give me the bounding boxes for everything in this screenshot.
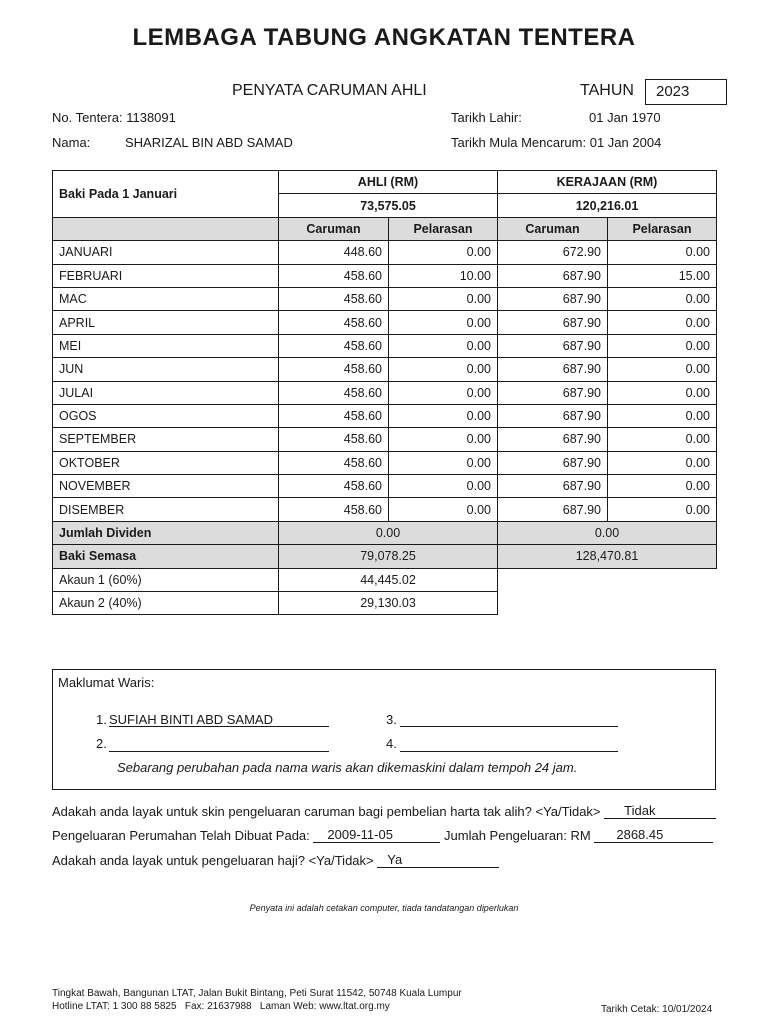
kerajaan-pelarasan-value: 0.00 [608, 428, 717, 451]
subheader-blank [53, 217, 279, 240]
kerajaan-pelarasan-value: 0.00 [608, 311, 717, 334]
ahli-pelarasan-value: 0.00 [389, 498, 498, 521]
question-housing-withdrawal [52, 827, 713, 843]
current-balance-ahli: 79,078.25 [279, 545, 498, 568]
question-2b-text: Jumlah Pengeluaran: RM [444, 828, 591, 843]
question-3-text: Adakah anda layak untuk pengeluaran haji? <Ya/Tidak> [52, 853, 374, 868]
month-name: SEPTEMBER [53, 428, 279, 451]
kerajaan-pelarasan-value: 0.00 [608, 475, 717, 498]
ahli-pelarasan-header: Pelarasan [389, 217, 498, 240]
header-row [53, 171, 717, 194]
ahli-opening-balance: 73,575.05 [279, 194, 498, 217]
kerajaan-caruman-value: 687.90 [498, 475, 608, 498]
beneficiary-4-number: 4. [386, 736, 397, 751]
ahli-pelarasan-value: 0.00 [389, 358, 498, 381]
account2-label: Akaun 2 (40%) [53, 592, 279, 615]
kerajaan-caruman-value: 687.90 [498, 498, 608, 521]
service-number [52, 110, 176, 125]
account2-row [53, 592, 717, 615]
month-name: MEI [53, 334, 279, 357]
ahli-caruman-header: Caruman [279, 217, 389, 240]
kerajaan-header: KERAJAAN (RM) [498, 171, 717, 194]
dividend-label: Jumlah Dividen [53, 521, 279, 544]
month-name: APRIL [53, 311, 279, 334]
dividend-row [53, 521, 717, 544]
kerajaan-caruman-value: 687.90 [498, 451, 608, 474]
name-label: Nama: [52, 135, 91, 150]
question-1-text: Adakah anda layak untuk skin pengeluaran caruman bagi pembelian harta tak alih? <Ya/Tidak> [52, 804, 601, 819]
question-property-withdrawal [52, 803, 716, 819]
year-label: TAHUN [580, 82, 634, 99]
ahli-header: AHLI (RM) [279, 171, 498, 194]
document-title: LEMBAGA TABUNG ANGKATAN TENTERA [132, 24, 636, 51]
ahli-caruman-value: 458.60 [279, 264, 389, 287]
month-name: MAC [53, 287, 279, 310]
ahli-pelarasan-value: 0.00 [389, 381, 498, 404]
beneficiary-1-name: SUFIAH BINTI ABD SAMAD [109, 712, 329, 727]
beneficiary-title: Maklumat Waris: [58, 675, 155, 690]
current-balance-kerajaan: 128,470.81 [498, 545, 717, 568]
ahli-pelarasan-value: 0.00 [389, 311, 498, 334]
kerajaan-caruman-value: 687.90 [498, 311, 608, 334]
month-row [53, 404, 717, 427]
month-name: OGOS [53, 404, 279, 427]
month-row [53, 358, 717, 381]
kerajaan-caruman-header: Caruman [498, 217, 608, 240]
ahli-caruman-value: 458.60 [279, 381, 389, 404]
question-hajj-withdrawal [52, 852, 499, 868]
month-row [53, 381, 717, 404]
kerajaan-pelarasan-value: 0.00 [608, 334, 717, 357]
beneficiary-4-name [400, 737, 618, 752]
ahli-pelarasan-value: 0.00 [389, 287, 498, 310]
month-name: DISEMBER [53, 498, 279, 521]
kerajaan-pelarasan-header: Pelarasan [608, 217, 717, 240]
kerajaan-caruman-value: 687.90 [498, 404, 608, 427]
ahli-pelarasan-value: 0.00 [389, 334, 498, 357]
current-balance-label: Baki Semasa [53, 545, 279, 568]
kerajaan-caruman-value: 687.90 [498, 264, 608, 287]
kerajaan-opening-balance: 120,216.01 [498, 194, 717, 217]
question-3-answer: Ya [377, 852, 499, 868]
beneficiary-1-number: 1. [96, 712, 107, 727]
ahli-caruman-value: 458.60 [279, 404, 389, 427]
dividend-ahli: 0.00 [279, 521, 498, 544]
ahli-pelarasan-value: 0.00 [389, 451, 498, 474]
year-value-box: 2023 [645, 79, 727, 105]
start-date-value: 01 Jan 2004 [589, 135, 662, 150]
footer-contact: Hotline LTAT: 1 300 88 5825 Fax: 21637988 Laman Web: www.ltat.org.my [52, 1001, 390, 1012]
month-name: NOVEMBER [53, 475, 279, 498]
beneficiary-2-name [109, 737, 329, 752]
contribution-table [52, 170, 717, 615]
kerajaan-caruman-value: 672.90 [498, 241, 608, 264]
month-row [53, 451, 717, 474]
computer-generated-note: Penyata ini adalah cetakan computer, tiada tandatangan diperlukan [249, 903, 519, 913]
beneficiary-3-name [400, 712, 618, 727]
birth-date-value: 01 Jan 1970 [589, 110, 661, 125]
start-date [451, 135, 661, 150]
question-2-answer: 2009-11-05 [313, 827, 440, 843]
kerajaan-pelarasan-value: 0.00 [608, 498, 717, 521]
beneficiary-2-number: 2. [96, 736, 107, 751]
kerajaan-pelarasan-value: 15.00 [608, 264, 717, 287]
account2-blank [498, 592, 717, 615]
ahli-caruman-value: 448.60 [279, 241, 389, 264]
kerajaan-caruman-value: 687.90 [498, 334, 608, 357]
month-row [53, 241, 717, 264]
ahli-caruman-value: 458.60 [279, 358, 389, 381]
question-1-answer: Tidak [604, 803, 716, 819]
kerajaan-pelarasan-value: 0.00 [608, 451, 717, 474]
dividend-kerajaan: 0.00 [498, 521, 717, 544]
start-date-label: Tarikh Mula Mencarum: [451, 135, 587, 150]
kerajaan-caruman-value: 687.90 [498, 358, 608, 381]
ahli-caruman-value: 458.60 [279, 451, 389, 474]
ahli-pelarasan-value: 0.00 [389, 241, 498, 264]
month-name: JUN [53, 358, 279, 381]
month-name: JULAI [53, 381, 279, 404]
kerajaan-caruman-value: 687.90 [498, 428, 608, 451]
beneficiary-3-number: 3. [386, 712, 397, 727]
ahli-caruman-value: 458.60 [279, 498, 389, 521]
account1-label: Akaun 1 (60%) [53, 568, 279, 591]
month-name: JANUARI [53, 241, 279, 264]
service-number-label: No. Tentera: [52, 110, 123, 125]
month-row [53, 498, 717, 521]
account2-value: 29,130.03 [279, 592, 498, 615]
kerajaan-pelarasan-value: 0.00 [608, 358, 717, 381]
ahli-pelarasan-value: 0.00 [389, 404, 498, 427]
footer-address-block [52, 987, 462, 1013]
kerajaan-pelarasan-value: 0.00 [608, 404, 717, 427]
ahli-caruman-value: 458.60 [279, 475, 389, 498]
kerajaan-pelarasan-value: 0.00 [608, 241, 717, 264]
month-row [53, 475, 717, 498]
kerajaan-caruman-value: 687.90 [498, 287, 608, 310]
month-row [53, 287, 717, 310]
month-row [53, 264, 717, 287]
ahli-pelarasan-value: 0.00 [389, 475, 498, 498]
kerajaan-pelarasan-value: 0.00 [608, 381, 717, 404]
ahli-caruman-value: 458.60 [279, 287, 389, 310]
ahli-caruman-value: 458.60 [279, 311, 389, 334]
month-name: OKTOBER [53, 451, 279, 474]
birth-date-label: Tarikh Lahir: [451, 110, 522, 125]
month-row [53, 428, 717, 451]
question-2-text: Pengeluaran Perumahan Telah Dibuat Pada: [52, 828, 310, 843]
statement-subtitle: PENYATA CARUMAN AHLI [232, 82, 427, 99]
ahli-caruman-value: 458.60 [279, 334, 389, 357]
print-date: Tarikh Cetak: 10/01/2024 [601, 1004, 713, 1015]
ahli-caruman-value: 458.60 [279, 428, 389, 451]
account1-row [53, 568, 717, 591]
account1-value: 44,445.02 [279, 568, 498, 591]
service-number-value: 1138091 [126, 110, 176, 125]
ahli-pelarasan-value: 0.00 [389, 428, 498, 451]
ahli-pelarasan-value: 10.00 [389, 264, 498, 287]
question-2b-answer: 2868.45 [594, 827, 713, 843]
name-value: SHARIZAL BIN ABD SAMAD [125, 135, 293, 150]
subheader-row [53, 217, 717, 240]
kerajaan-caruman-value: 687.90 [498, 381, 608, 404]
opening-balance-label: Baki Pada 1 Januari [53, 171, 279, 218]
beneficiary-note: Sebarang perubahan pada nama waris akan dikemaskini dalam tempoh 24 jam. [117, 760, 578, 775]
month-row [53, 334, 717, 357]
kerajaan-pelarasan-value: 0.00 [608, 287, 717, 310]
current-balance-row [53, 545, 717, 568]
footer-address: Tingkat Bawah, Bangunan LTAT, Jalan Bukit Bintang, Peti Surat 11542, 50748 Kuala Lumpur [52, 988, 462, 999]
month-row [53, 311, 717, 334]
account1-blank [498, 568, 717, 591]
month-name: FEBRUARI [53, 264, 279, 287]
